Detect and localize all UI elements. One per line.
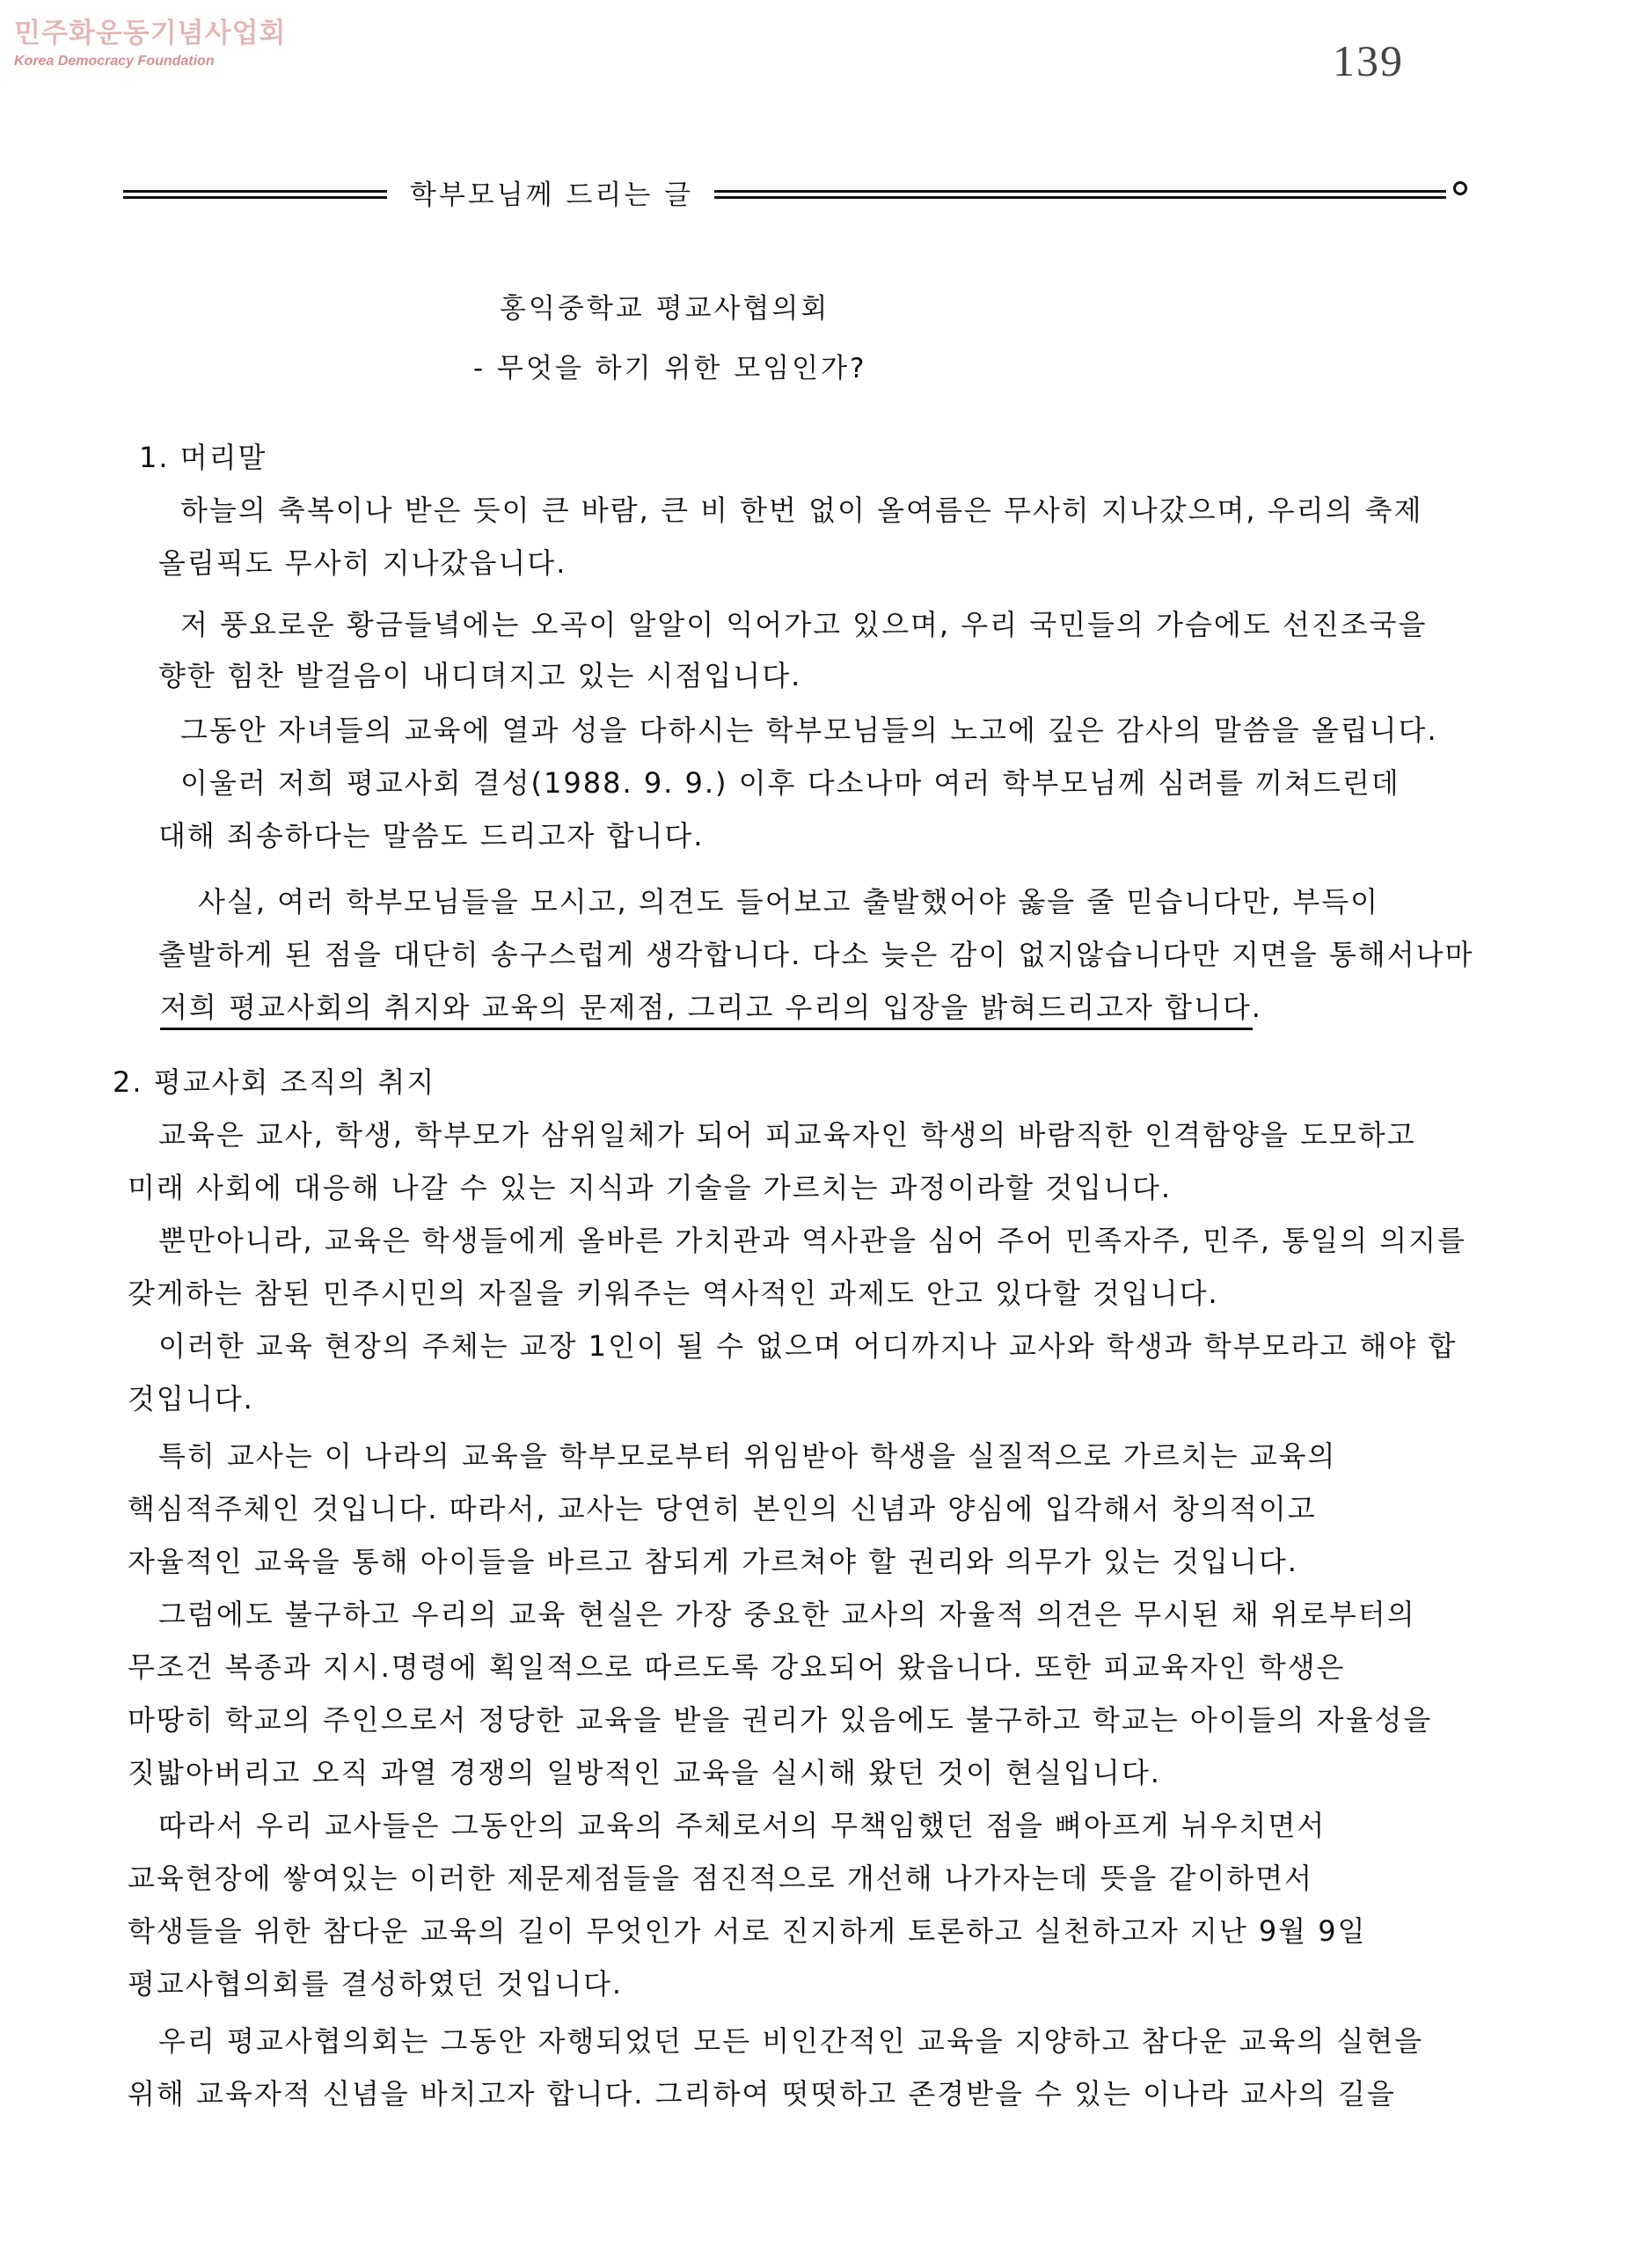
body-line: 핵심적주체인 것입니다. 따라서, 교사는 당연히 본인의 신념과 양심에 입각해서 창의적이고 [128, 1492, 1317, 1525]
body-line: 올림픽도 무사히 지나갔읍니다. [158, 546, 567, 580]
watermark-english: Korea Democracy Foundation [14, 54, 215, 69]
body-line-underlined: 저희 평교사회의 취지와 교육의 문제점, 그리고 우리의 입장을 밝혀드리고자 합니다. [160, 991, 1262, 1024]
header-rule-left [123, 190, 387, 193]
document-subtitle: - 무엇을 하기 위한 모임인가? [473, 353, 867, 384]
body-line: 미래 사회에 대응해 나갈 수 있는 지식과 기술을 가르치는 과정이라할 것입니다. [128, 1171, 1173, 1204]
body-line: 그럼에도 불구하고 우리의 교육 현실은 가장 중요한 교사의 자율적 의견은 무시된 채 위로부터의 [158, 1598, 1416, 1631]
watermark-logo [14, 11, 286, 70]
body-line: 위해 교육자적 신념을 바치고자 합니다. 그리하여 떳떳하고 존경받을 수 있는 이나라 교사의 길을 [128, 2077, 1396, 2111]
body-line: 따라서 우리 교사들은 그동안의 교육의 주체로서의 무책임했던 점을 뼈아프게 뉘우치면서 [158, 1809, 1327, 1842]
body-line: 그동안 자녀들의 교육에 열과 성을 다하시는 학부모님들의 노고에 깊은 감사의 말씀을 올립니다. [180, 713, 1438, 747]
body-line: 향한 힘찬 발걸음이 내디뎌지고 있는 시점입니다. [158, 659, 802, 692]
body-line: 이울러 저희 평교사회 결성(1988. 9. 9.) 이후 다소나마 여러 학부모님께 심려를 끼쳐드린데 [180, 766, 1400, 800]
document-header [123, 165, 1469, 218]
page-number: 139 [1333, 36, 1404, 85]
body-line: 특히 교사는 이 나라의 교육을 학부모로부터 위임받아 학생을 실질적으로 가르치는 교육의 [158, 1439, 1337, 1473]
body-line: 하늘의 축복이나 받은 듯이 큰 바람, 큰 비 한번 없이 올여름은 무사히 지나갔으며, 우리의 축제 [180, 494, 1423, 527]
body-line: 대해 죄송하다는 말씀도 드리고자 합니다. [158, 819, 705, 852]
body-line: 마땅히 학교의 주인으로서 정당한 교육을 받을 권리가 있음에도 불구하고 학교는 아이들의 자율성을 [128, 1703, 1433, 1737]
body-line: 교육은 교사, 학생, 학부모가 삼위일체가 되어 피교육자인 학생의 바람직한 인격함양을 도모하고 [158, 1118, 1416, 1152]
body-line: 교육현장에 쌓여있는 이러한 제문제점들을 점진적으로 개선해 나가자는데 뜻을 같이하면서 [128, 1862, 1314, 1895]
body-line: 뿐만아니라, 교육은 학생들에게 올바른 가치관과 역사관을 심어 주어 민족자주, 민주, 통일의 의지를 [158, 1224, 1466, 1257]
watermark-korean: 민주화운동기념사업회 [14, 18, 287, 49]
document-title: 홍익중학교 평교사협의회 [500, 293, 830, 325]
body-line: 갖게하는 참된 민주시민의 자질을 키워주는 역사적인 과제도 안고 있다할 것입니다. [128, 1277, 1219, 1310]
body-line: 무조건 복종과 지시.명령에 획일적으로 따르도록 강요되어 왔읍니다. 또한 피교육자인 학생은 [128, 1650, 1346, 1684]
body-line: 출발하게 된 점을 대단히 송구스럽게 생각합니다. 다소 늦은 감이 없지않습니다만 지면을 통해서나마 [158, 938, 1474, 971]
body-line: 것입니다. [128, 1382, 254, 1416]
body-line: 평교사협의회를 결성하였던 것입니다. [128, 1967, 624, 2001]
section-heading: 1. 머리말 [139, 441, 267, 474]
header-rule-right [714, 190, 1446, 193]
body-line: 우리 평교사협의회는 그동안 자행되었던 모든 비인간적인 교육을 지양하고 참다운 교육의 실현을 [158, 2024, 1424, 2058]
body-line: 짓밟아버리고 오직 과열 경쟁의 일방적인 교육을 실시해 왔던 것이 현실입니다. [128, 1756, 1161, 1789]
body-line: 저 풍요로운 황금들녘에는 오곡이 알알이 익어가고 있으며, 우리 국민들의 가슴에도 선진조국을 [180, 608, 1428, 641]
underline-rule [160, 1028, 1253, 1030]
body-line: 이러한 교육 현장의 주체는 교장 1인이 될 수 없으며 어디까지나 교사와 학생과 학부모라고 해야 합 [158, 1329, 1458, 1363]
header-title: 학부모님께 드리는 글 [409, 179, 694, 211]
section-heading: 2. 평교사회 조직의 취지 [113, 1065, 436, 1099]
header-circle-ornament [1453, 181, 1467, 195]
body-line: 사실, 여러 학부모님들을 모시고, 의견도 들어보고 출발했어야 옳을 줄 믿습니다만, 부득이 [198, 885, 1380, 918]
body-line: 자율적인 교육을 통해 아이들을 바르고 참되게 가르쳐야 할 권리와 의무가 있는 것입니다. [128, 1545, 1298, 1578]
body-line: 학생들을 위한 참다운 교육의 길이 무엇인가 서로 진지하게 토론하고 실천하고자 지난 9월 9일 [128, 1914, 1367, 1948]
